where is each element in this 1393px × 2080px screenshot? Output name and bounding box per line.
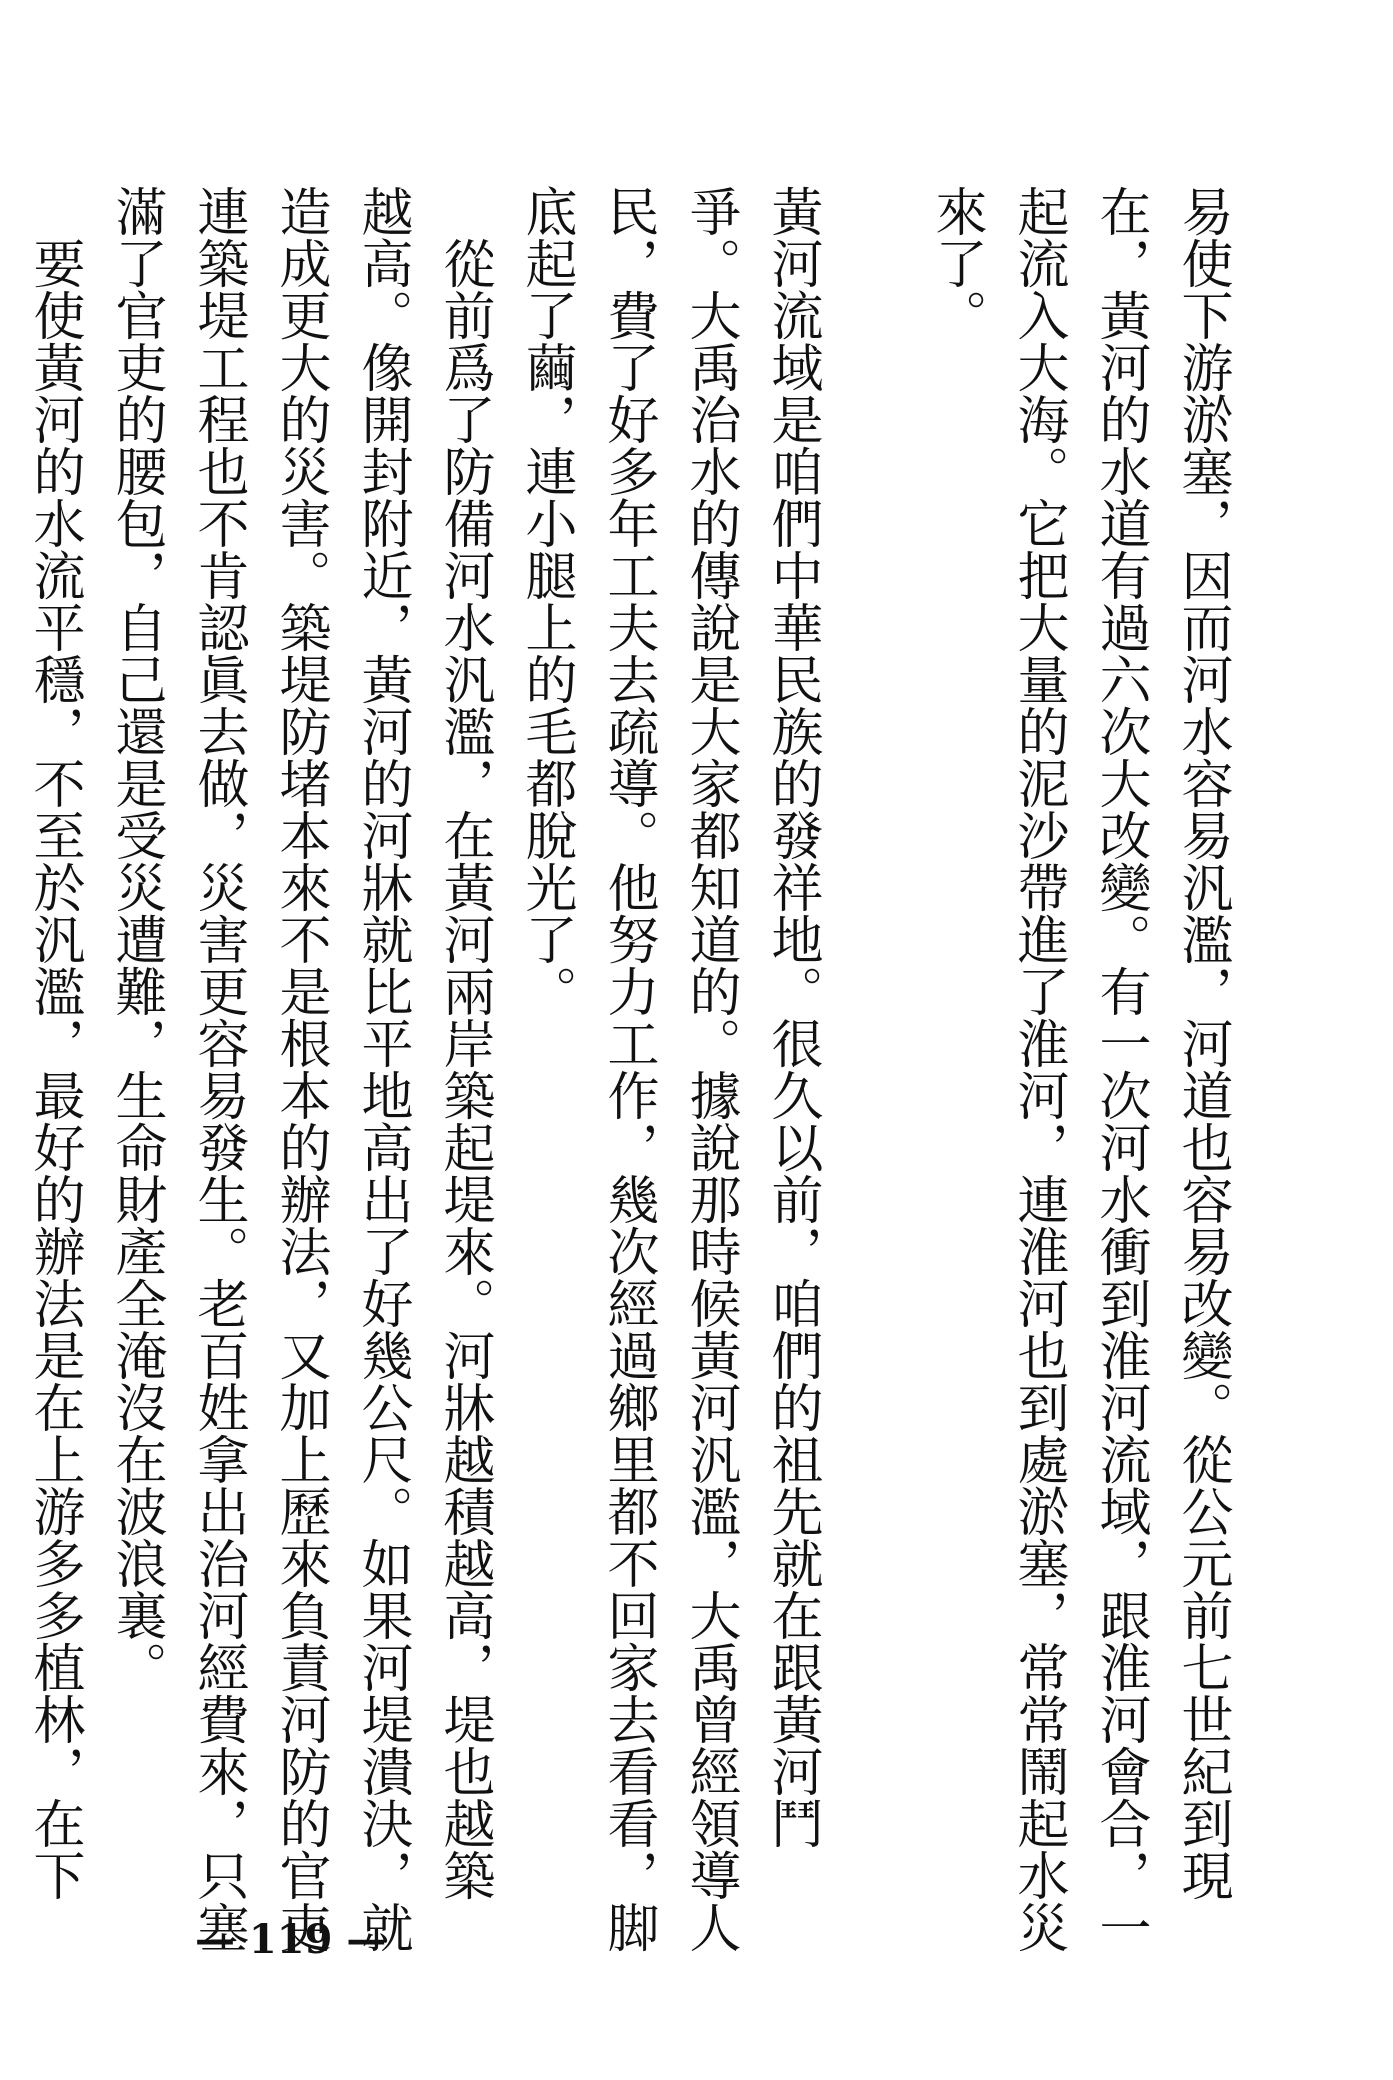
text-line: 易使下游淤塞，因而河水容易汎濫，河道也容易改變。從公元前七世紀到現 (1172, 185, 1232, 1901)
text-line: 滿了官吏的腰包，自己還是受災遭難，生命財產全淹沒在波浪裏。 (106, 185, 166, 1693)
text-line: 來了。 (926, 185, 986, 341)
text-line: 起流入大海。它把大量的泥沙帶進了淮河，連淮河也到處淤塞，常常鬧起水災 (1008, 185, 1068, 1953)
text-line: 爭。大禹治水的傳說是大家都知道的。據說那時候黃河汎濫，大禹曾經領導人 (680, 185, 740, 1953)
text-line: 在，黃河的水道有過六次大改變。有一次河水衝到淮河流域，跟淮河會合，一 (1090, 185, 1150, 1953)
text-line: 越高。像開封附近，黃河的河牀就比平地高出了好幾公尺。如果河堤潰決，就 (352, 185, 412, 1953)
text-line: 黃河流域是咱們中華民族的發祥地。很久以前，咱們的祖先就在跟黃河鬥 (762, 185, 822, 1849)
blank-line (833, 185, 915, 1915)
text-line: 民，費了好多年工夫去疏導。他努力工作，幾次經過鄉里都不回家去看看，脚 (598, 185, 658, 1953)
page-number: — 119 — (195, 1916, 387, 1963)
text-line: 底起了繭，連小腿上的毛都脫光了。 (516, 185, 576, 1017)
text-line: 連築堤工程也不肯認眞去做，災害更容易發生。老百姓拿出治河經費來，只塞 (188, 185, 248, 1953)
text-line: 造成更大的災害。築堤防堵本來不是根本的辦法，又加上歷來負責河防的官吏 (270, 185, 330, 1953)
text-line: 要使黃河的水流平穩，不至於汎濫，最好的辦法是在上游多多植林，在下 (24, 185, 84, 1901)
text-line: 從前爲了防備河水汎濫，在黃河兩岸築起堤來。河牀越積越高，堤也越築 (434, 185, 494, 1901)
